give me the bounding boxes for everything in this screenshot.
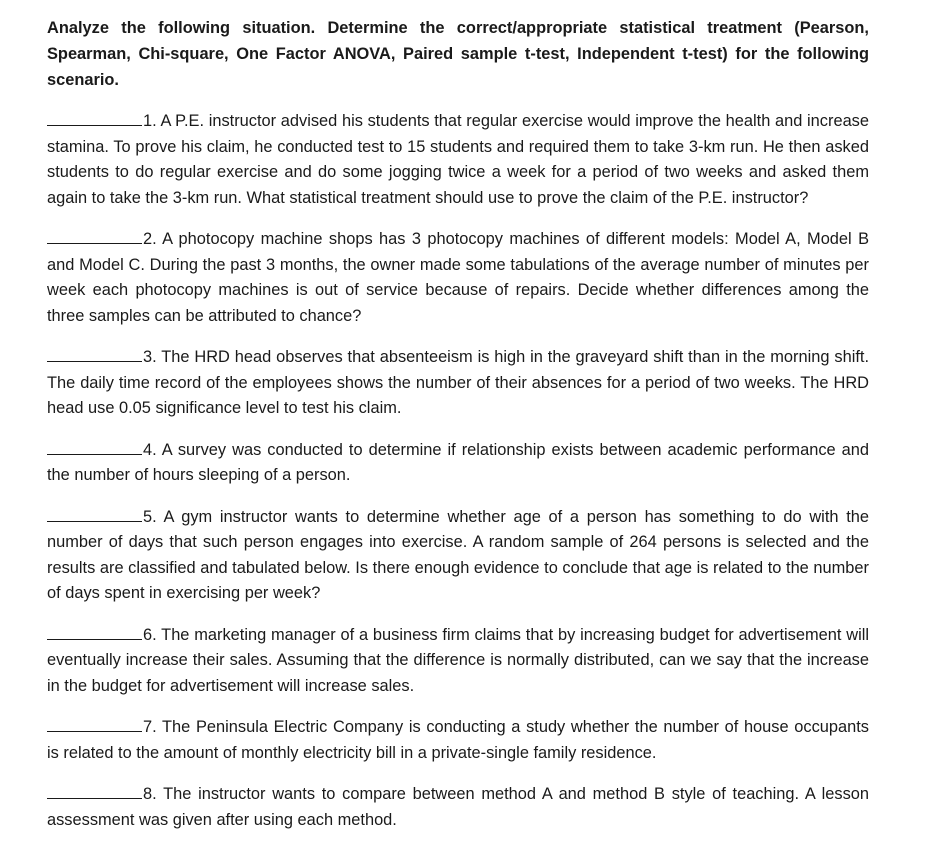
question-item-5 [47, 503, 869, 607]
instructions-text: Analyze the following situation. Determine the correct/appropriate statistical treatment (Pearson, Spearman, Chi-square, One Factor ANOVA, Paired sample t-test, Independent t-test) for the following scenario. [47, 19, 869, 89]
question-item-3 [47, 343, 869, 422]
question-item-4 [47, 436, 869, 489]
question-text-3: 3. The HRD head observes that absenteeism is high in the graveyard shift than in the morning shift. The daily time record of the employees shows the number of their absences for a period of two weeks. The HRD head use 0.05 significance level to test his claim. [47, 348, 869, 417]
worksheet-page [47, 15, 869, 847]
question-item-1 [47, 107, 869, 211]
question-text-8: 8. The instructor wants to compare between method A and method B style of teaching. A lesson assessment was given after using each method. [47, 785, 869, 829]
answer-blank-5[interactable] [47, 503, 142, 522]
question-item-2 [47, 225, 869, 329]
question-text-2: 2. A photocopy machine shops has 3 photocopy machines of different models: Model A, Model B and Model C. During the past 3 months, the owner made some tabulations of the average number of minutes per week each photocopy machines is out of service because of repairs. Decide whether differences among the three samples can be attributed to chance? [47, 230, 869, 325]
answer-blank-1[interactable] [47, 107, 142, 126]
answer-blank-8[interactable] [47, 780, 142, 799]
question-text-7: 7. The Peninsula Electric Company is conducting a study whether the number of house occupants is related to the amount of monthly electricity bill in a private-single family residence. [47, 718, 869, 762]
question-text-5: 5. A gym instructor wants to determine whether age of a person has something to do with the number of days that such person engages into exercise. A random sample of 264 persons is selected and the results are classified and tabulated below. Is there enough evidence to conclude that age is related to the number of days spent in exercising per week? [47, 507, 869, 602]
question-text-1: 1. A P.E. instructor advised his students that regular exercise would improve the health and increase stamina. To prove his claim, he conducted test to 15 students and required them to take 3-km run. He then asked students to do regular exercise and do some jogging twice a week for a period of two weeks and asked them again to take the 3-km run. What statistical treatment should use to prove the claim of the P.E. instructor? [47, 112, 869, 207]
answer-blank-6[interactable] [47, 621, 142, 640]
answer-blank-2[interactable] [47, 225, 142, 244]
answer-blank-3[interactable] [47, 343, 142, 362]
question-item-8 [47, 780, 869, 833]
question-text-4: 4. A survey was conducted to determine if relationship exists between academic performance and the number of hours sleeping of a person. [47, 440, 869, 484]
question-text-6: 6. The marketing manager of a business firm claims that by increasing budget for advertisement will eventually increase their sales. Assuming that the difference is normally distributed, can we say that the increase in the budget for advertisement will increase sales. [47, 625, 869, 695]
question-item-7 [47, 713, 869, 766]
answer-blank-7[interactable] [47, 713, 142, 732]
question-item-6 [47, 621, 869, 700]
answer-blank-4[interactable] [47, 436, 142, 455]
